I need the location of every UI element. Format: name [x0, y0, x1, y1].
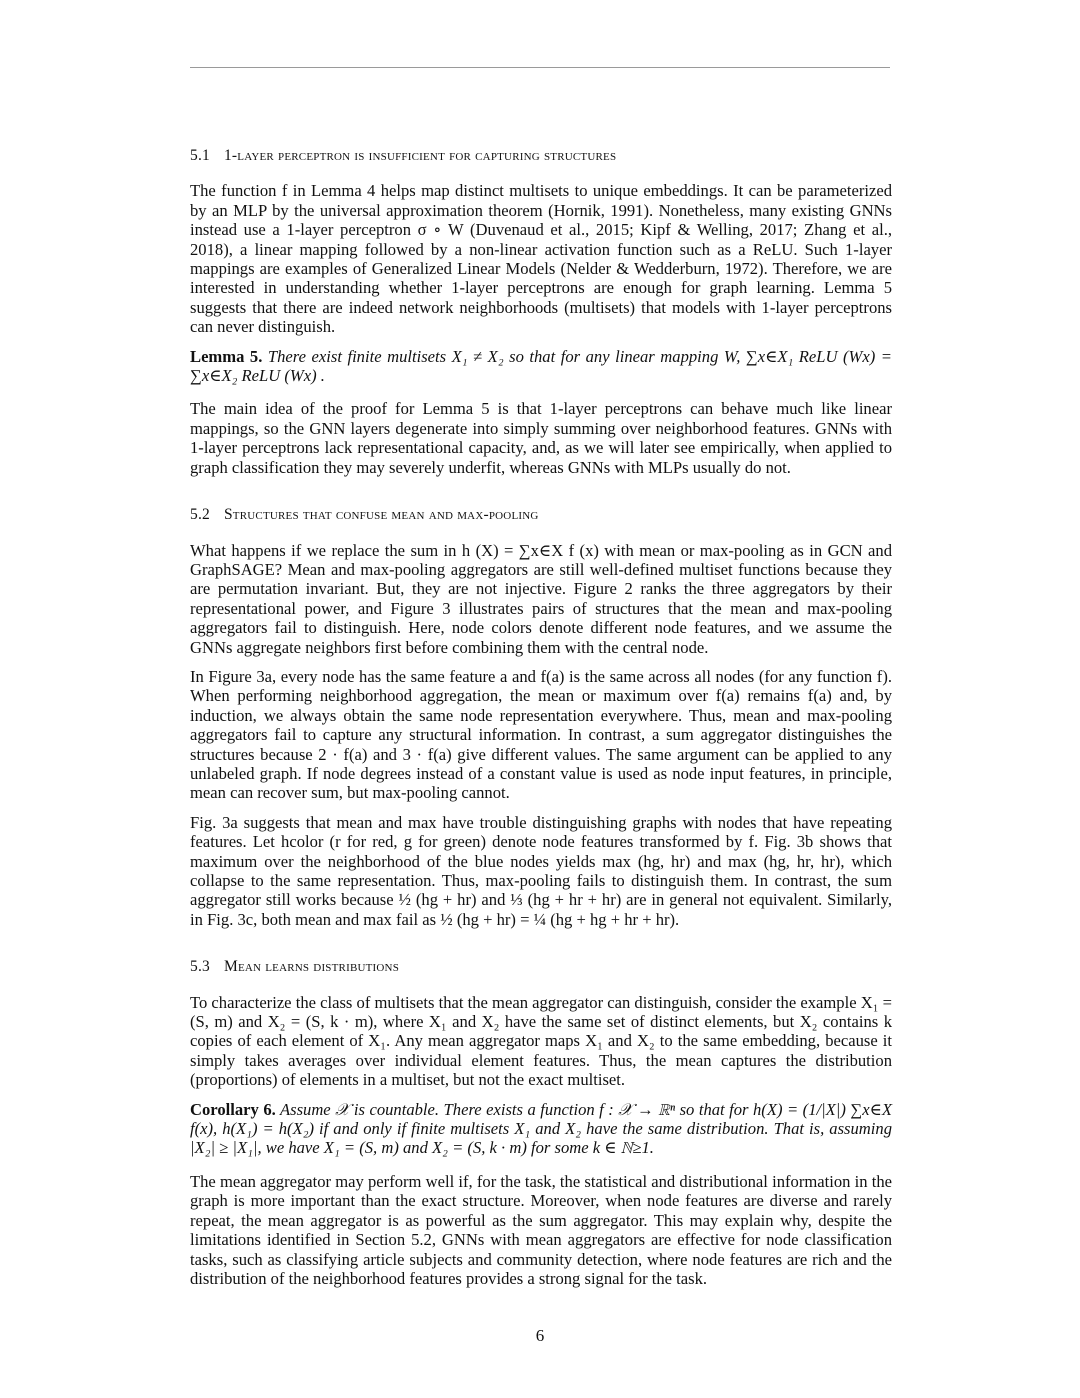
section-number: 5.2: [190, 506, 210, 524]
section-number: 5.1: [190, 147, 210, 164]
header-rule: [190, 67, 890, 68]
paragraph: In Figure 3a, every node has the same feature a and f(a) is the same across all nodes (for any function f). When performing neighborhood aggregation, the mean or maximum over f(a) remains f(a) and, by induction, we always obtain the same node representation everywhere. Thus, mean and max-pooling aggregators fail to capture any structural information. In contrast, a sum aggregator distinguishes the structures because 2 · f(a) and 3 · f(a) give different values. The same argument can be applied to any unlabeled graph. If node degrees instead of a constant value is used as node input features, in principle, mean can recover sum, but max-pooling cannot.: [190, 666, 892, 803]
page-number: 6: [535, 1326, 545, 1345]
paragraph: To characterize the class of multisets that the mean aggregator can distinguish, consider the example X₁ = (S, m) and X₂ = (S, k · m), where X₁ and X₂ have the same set of distinct elements, but X₂ contains k copies of each element of X₁. Any mean aggregator maps X₁ and X₂ to the same embedding, because it simply takes averages over individual element features. Thus, the mean captures the distribution (proportions) of elements in a multiset, but not the exact multiset.: [190, 992, 892, 1090]
section-heading-5-3: [190, 957, 892, 976]
paragraph: The function f in Lemma 4 helps map distinct multisets to unique embeddings. It can be parameterized by an MLP by the universal approximation theorem (Hornik, 1991). Nonetheless, many existing GNNs instead use a 1-layer perceptron σ ∘ W (Duvenaud et al., 2015; Kipf & Welling, 2017; Zhang et al., 2018), a linear mapping followed by a non-linear activation function such as a ReLU. Such 1-layer mappings are examples of Generalized Linear Models (Nelder & Wedderburn, 1972). Therefore, we are interested in understanding whether 1-layer perceptrons are enough for graph learning. Lemma 5 suggests that there are indeed network neighborhoods (multisets) that models with 1-layer perceptrons can never distinguish.: [190, 181, 892, 337]
corollary-text: Assume 𝒳 is countable. There exists a function f : 𝒳 → ℝⁿ so that for h(X) = (1/|X|) ∑x∈X f(x), h(X₁) = h(X₂) if and only if finite multisets X₁ and X₂ have the same distribution. That is, assuming |X₂| ≥ |X₁|, we have X₁ = (S, m) and X₂ = (S, k · m) for some k ∈ ℕ≥1.: [190, 1099, 892, 1158]
section-title: Structures that confuse mean and max-pooling: [223, 506, 539, 524]
lemma-text: There exist finite multisets X₁ ≠ X₂ so that for any linear mapping W, ∑x∈X₁ ReLU (Wx) = ∑x∈X₂ ReLU (Wx) .: [190, 346, 892, 386]
section-heading-5-1: [190, 146, 892, 165]
corollary-6: [190, 1100, 892, 1158]
section-title: Mean learns distributions: [223, 958, 400, 976]
section-title: 1-layer perceptron is insufficient for capturing structures: [223, 147, 617, 164]
section-heading-5-2: [190, 505, 892, 524]
paragraph: The main idea of the proof for Lemma 5 is that 1-layer perceptrons can behave much like linear mappings, so the GNN layers degenerate into simply summing over neighborhood features. GNNs with 1-layer perceptrons lack representational capacity, and, as we will later see empirically, when applied to graph classification they may severely underfit, whereas GNNs with MLPs usually do not.: [190, 399, 892, 477]
paragraph: What happens if we replace the sum in h (X) = ∑x∈X f (x) with mean or max-pooling as in GCN and GraphSAGE? Mean and max-pooling aggregators are still well-defined multiset functions because they are permutation invariant. But, they are not injective. Figure 2 ranks the three aggregators by their representational power, and Figure 3 illustrates pairs of structures that the mean and max-pooling aggregators fail to distinguish. Here, node colors denote different node features, and we assume the GNNs aggregate neighbors first before combining them with the central node.: [190, 540, 892, 657]
page-body: [190, 146, 892, 1298]
section-number: 5.3: [190, 958, 210, 976]
lemma-label: Lemma 5.: [190, 346, 263, 366]
lemma-5: [190, 347, 892, 386]
paragraph: The mean aggregator may perform well if, for the task, the statistical and distributional information in the graph is more important than the exact structure. Moreover, when node features are diverse and rarely repeat, the mean aggregator is as powerful as the sum aggregator. This may explain why, despite the limitations identified in Section 5.2, GNNs with mean aggregators are effective for node classification tasks, such as classifying article subjects and community detection, where node features are rich and the distribution of the neighborhood features provides a strong signal for the task.: [190, 1171, 892, 1288]
corollary-label: Corollary 6.: [190, 1099, 276, 1119]
paragraph: Fig. 3a suggests that mean and max have trouble distinguishing graphs with nodes that have repeating features. Let hcolor (r for red, g for green) denote node features transformed by f. Fig. 3b shows that maximum over the neighborhood of the blue nodes yields max (hg, hr) and max (hg, hr, hr), which collapse to the same representation. Thus, max-pooling fails to distinguish them. In contrast, the sum aggregator still works because ½ (hg + hr) and ⅓ (hg + hr + hr) are in general not equivalent. Similarly, in Fig. 3c, both mean and max fail as ½ (hg + hr) = ¼ (hg + hg + hr + hr).: [190, 812, 892, 929]
